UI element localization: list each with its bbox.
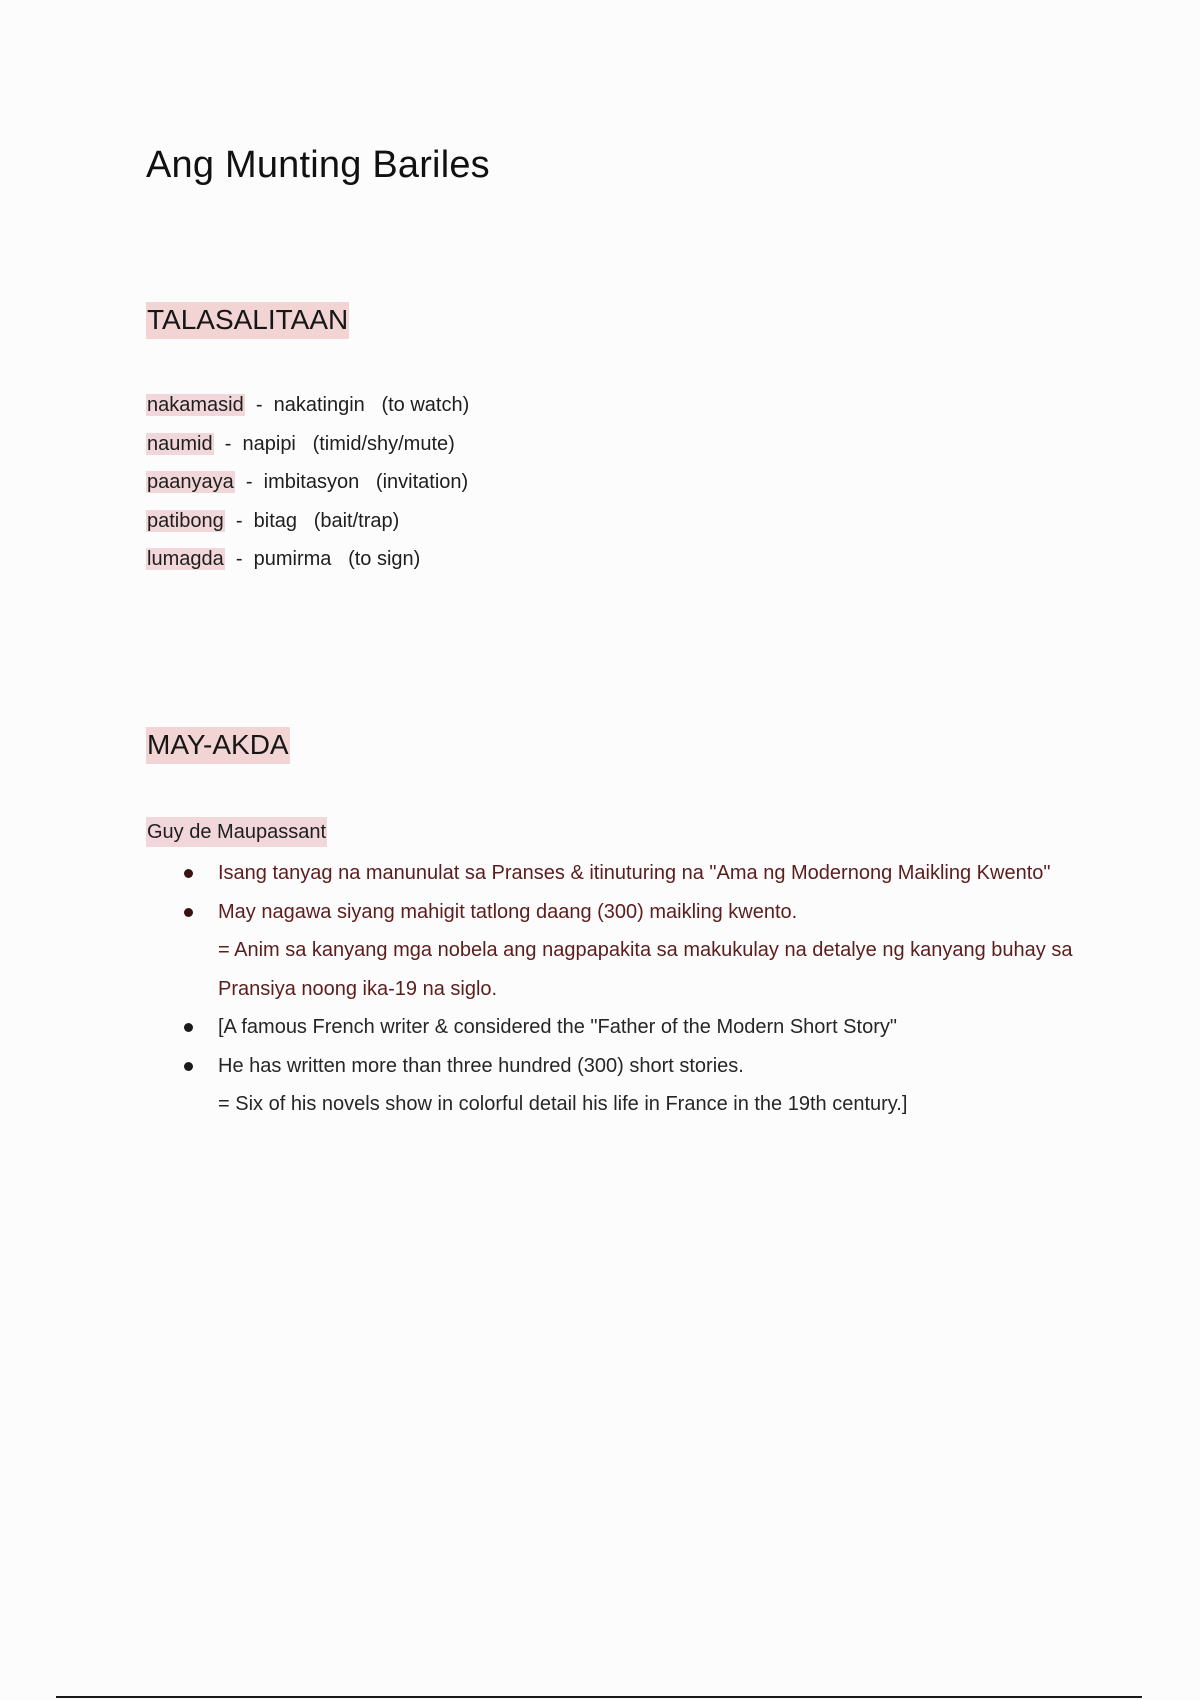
bullet-text: May nagawa siyang mahigit tatlong daang (300) maikling kwento. [218,900,798,923]
vocab-meaning: nakatingin [273,394,365,416]
vocab-meaning: napipi [242,432,296,455]
vocab-entry [146,506,469,545]
author-name: Guy de Maupassant [146,817,327,847]
bullet-item [146,1047,1086,1124]
vocab-meaning: bitag [253,509,298,532]
author-bullet-list [146,854,1086,1124]
vocab-word: patibong [147,509,224,532]
bullet-item [146,1008,1086,1047]
vocab-entry [146,467,469,506]
vocab-separator: - [244,394,274,416]
bullet-dot-icon [184,1023,193,1032]
bullet-item [146,893,1086,1009]
vocab-separator: - [213,432,243,455]
vocab-translation: (to watch) [381,394,470,416]
vocab-separator: - [234,471,264,493]
vocab-word: nakamasid [147,394,244,416]
vocab-meaning: imbitasyon [263,471,360,493]
vocab-word: naumid [147,432,213,455]
bullet-text: [A famous French writer & considered the "Father of the Modern Short Story" [218,1016,897,1038]
bullet-dot-icon [184,1062,193,1071]
vocab-translation: (invitation) [375,471,469,493]
bullet-text: Isang tanyag na manunulat sa Pranses & itinuturing na "Ama ng Modernong Maikling Kwento" [218,862,1051,884]
document-title: Ang Munting Bariles [146,144,490,186]
may-akda-heading: MAY-AKDA [146,727,290,764]
bullet-dot-icon [184,869,193,878]
bullet-subtext: = Anim sa kanyang mga nobela ang nagpapakita sa makukulay na detalye ng kanyang buhay sa Pransiya noong ika-19 na siglo. [218,939,1073,1000]
vocab-entry [146,390,469,429]
vocab-word: paanyaya [147,471,234,493]
bullet-subtext: = Six of his novels show in colorful detail his life in France in the 19th century.] [218,1093,908,1115]
vocab-separator: - [224,548,254,570]
vocab-translation: (bait/trap) [313,509,400,532]
vocab-translation: (to sign) [348,548,421,570]
bullet-item [146,854,1086,893]
vocab-entry [146,429,469,468]
vocabulary-list [146,390,469,583]
vocab-word: lumagda [147,548,224,570]
vocab-translation: (timid/shy/mute) [312,432,455,455]
vocab-meaning: pumirma [253,548,332,570]
vocab-entry [146,544,469,583]
vocab-separator: - [224,509,254,532]
bullet-text: He has written more than three hundred (300) short stories. [218,1054,744,1077]
talasalitaan-heading: TALASALITAAN [146,302,349,339]
bullet-dot-icon [184,908,193,917]
page-bottom-rule [56,1696,1142,1698]
